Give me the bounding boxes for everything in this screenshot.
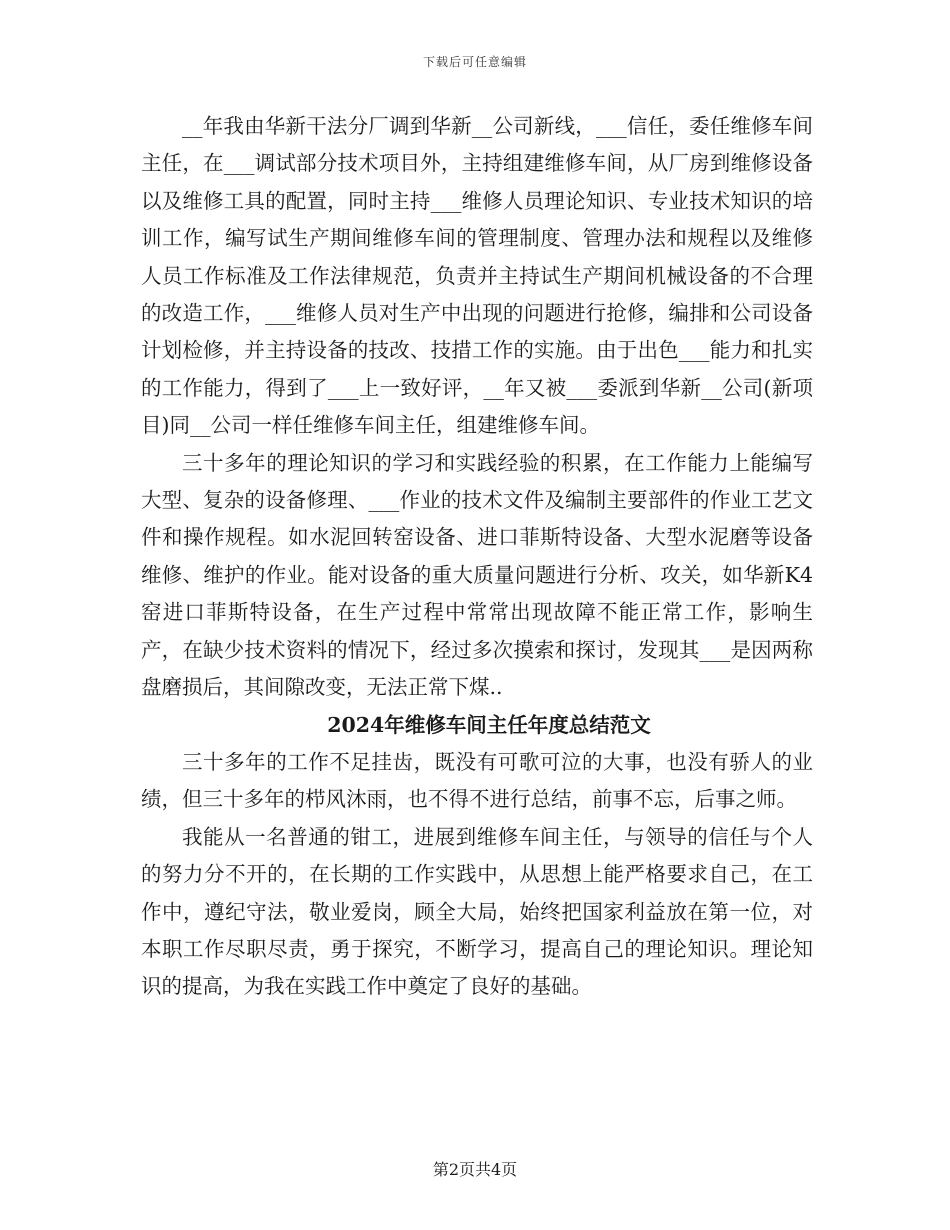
paragraph-1: __年我由华新干法分厂调到华新__公司新线，___信任，委任维修车间主任，在___调试部分技术项目外，主持组建维修车间，从厂房到维修设备以及维修工具的配置，同时主持___维修人员理论知识、专业技术知识的培训工作，编写试生产期间维修车间的管理制度、管理办法和规程以及维修人员工作标准及工作法律规范，负责并主持试生产期间机械设备的不合理的改造工作，___维修人员对生产中出现的问题进行抢修，编排和公司设备计划检修，并主持设备的技改、技措工作的实施。由于出色___能力和扎实的工作能力，得到了___上一致好评，__年又被___委派到华新__公司(新项目)同__公司一样任维修车间主任，组建维修车间。 (141, 114, 813, 438)
paragraph-2: 三十多年的理论知识的学习和实践经验的积累，在工作能力上能编写大型、复杂的设备修理、___作业的技术文件及编制主要部件的作业工艺文件和操作规程。如水泥回转窑设备、进口菲斯特设备、大型水泥磨等设备维修、维护的作业。能对设备的重大质量问题进行分析、攻关，如华新K4窑进口菲斯特设备，在生产过程中常常出现故障不能正常工作，影响生产，在缺少技术资料的情况下，经过多次摸索和探讨，发现其___是因两称盘磨损后，其间隙改变，无法正常下煤.. (141, 450, 813, 700)
page-number-footer: 第2页共4页 (432, 1160, 518, 1179)
document-title: 2024年维修车间主任年度总结范文 (327, 712, 651, 737)
page-header: 下载后可任意编辑 (422, 55, 527, 69)
paragraph-4: 我能从一名普通的钳工，进展到维修车间主任，与领导的信任与个人的努力分不开的，在长期的工作实践中，从思想上能严格要求自己，在工作中，遵纪守法，敬业爱岗，顾全大局，始终把国家利益放在第一位，对本职工作尽职尽责，勇于探究，不断学习，提高自己的理论知识。理论知识的提高，为我在实践工作中奠定了良好的基础。 (141, 824, 813, 999)
paragraph-3: 三十多年的工作不足挂齿，既没有可歌可泣的大事，也没有骄人的业绩，但三十多年的栉风沐雨，也不得不进行总结，前事不忘，后事之师。 (141, 749, 813, 812)
document-body (141, 108, 813, 1006)
